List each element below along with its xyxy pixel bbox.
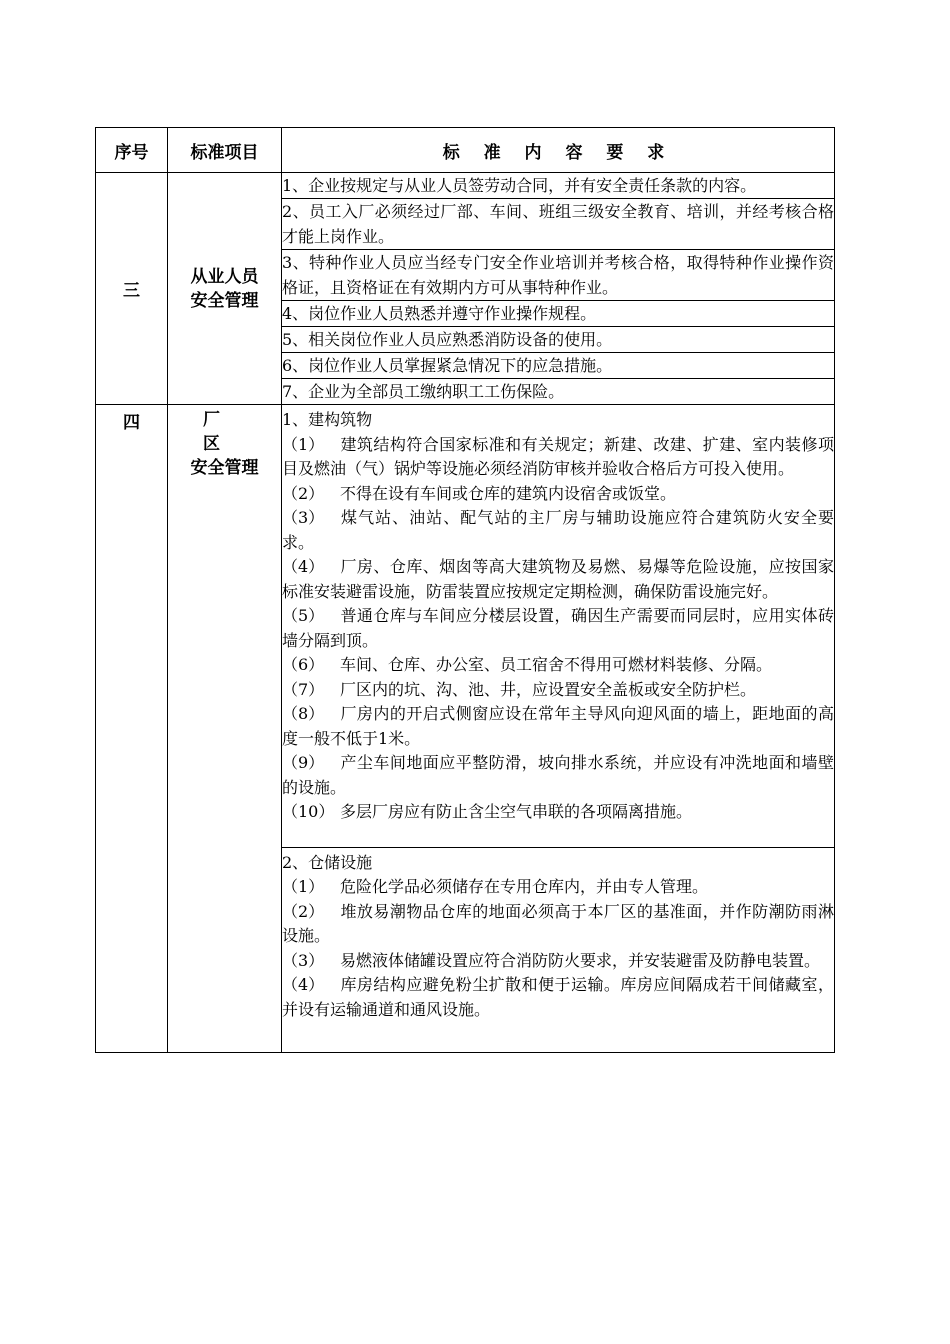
item-text: 厂区内的坑、沟、池、井，应设置安全盖板或安全防护栏。 [340,679,757,699]
item-number: （4） [282,975,325,994]
requirement-cell: 3、特种作业人员应当经专门安全作业培训并考核合格，取得特种作业操作资格证，且资格证在有效期内方可从事特种作业。 [282,250,835,301]
item-text: 厂房内的开启式侧窗应设在常年主导风向迎风面的墙上，距地面的高度一般不低于1米。 [282,704,834,748]
item-number: （4） [282,557,325,576]
requirement-cell: 7、企业为全部员工缴纳职工工伤保险。 [282,379,835,405]
header-seq: 序号 [96,128,168,173]
requirement-item [282,433,834,482]
item-text: 煤气站、油站、配气站的主厂房与辅助设施应符合建筑防火安全要求。 [282,508,834,552]
item-number: （1） [282,877,325,896]
item-number: （6） [282,655,325,674]
requirement-cell: 6、岗位作业人员掌握紧急情况下的应急措施。 [282,353,835,379]
item-text: 车间、仓库、办公室、员工宿舍不得用可燃材料装修、分隔。 [340,655,773,674]
section3-seq: 三 [96,173,168,405]
item-number: （2） [282,483,325,503]
requirement-item [282,506,834,555]
requirement-item [282,555,834,604]
item-text: 厂房、仓库、烟囱等高大建筑物及易燃、易爆等危险设施，应按国家标准安装避雷设施，防雷装置应按规定定期检测，确保防雷设施完好。 [282,557,834,601]
requirement-item [282,702,834,751]
requirement-item [282,973,834,1022]
block-items [282,875,834,1022]
requirement-item [282,751,834,800]
section3-item-line2: 安全管理 [190,290,259,311]
section3-item [168,173,282,405]
requirement-cell: 1、企业按规定与从业人员签劳动合同，并有安全责任条款的内容。 [282,173,835,199]
requirement-item [282,604,834,653]
item-number: （3） [282,508,325,527]
requirement-item [282,653,834,678]
item-text: 不得在设有车间或仓库的建筑内设宿舍或饭堂。 [340,483,677,503]
header-row [96,128,835,173]
standards-table [95,127,835,1053]
item-number: （7） [282,679,325,699]
section4-seq: 四 [96,405,168,1053]
building-requirements-cell [282,405,835,848]
item-text: 危险化学品必须储存在专用仓库内，并由专人管理。 [340,877,709,896]
item-number: （1） [282,434,325,454]
header-requirement: 标 准 内 容 要 求 [282,128,835,173]
item-text: 易燃液体储罐设置应符合消防防火要求，并安装避雷及防静电装置。 [340,950,821,970]
item-number: （9） [282,753,325,772]
item-number: （5） [282,606,325,625]
item-number: （10） [282,802,335,821]
section4-row-1 [96,405,835,848]
item-text: 堆放易潮物品仓库的地面必须高于本厂区的基准面，并作防潮防雨淋设施。 [282,901,834,945]
requirement-item [282,678,834,703]
requirement-item [282,800,834,825]
requirement-item [282,482,834,507]
section4-item [168,405,282,1053]
section3-item-line1: 从业人员 [190,266,259,287]
item-text: 库房结构应避免粉尘扩散和便于运输。库房应间隔成若干间储藏室，并设有运输通道和通风设施。 [282,975,834,1019]
requirement-item [282,875,834,900]
section4-item-line1: 厂 区 [203,410,246,454]
requirement-cell: 2、员工入厂必须经过厂部、车间、班组三级安全教育、培训，并经考核合格才能上岗作业。 [282,199,835,250]
requirement-item [282,900,834,949]
block-items [282,433,834,825]
item-text: 建筑结构符合国家标准和有关规定；新建、改建、扩建、室内装修项目及燃油（气）锅炉等设施必须经消防审核并验收合格后方可投入使用。 [282,434,834,478]
requirement-item [282,949,834,974]
requirement-cell: 5、相关岗位作业人员应熟悉消防设备的使用。 [282,327,835,353]
item-text: 普通仓库与车间应分楼层设置，确因生产需要而同层时，应用实体砖墙分隔到顶。 [282,606,834,650]
requirement-cell: 4、岗位作业人员熟悉并遵守作业操作规程。 [282,301,835,327]
section3-row-1 [96,173,835,199]
section4-item-line2: 安全管理 [190,458,259,478]
block-title: 1、建构筑物 [282,410,373,429]
block-title: 2、仓储设施 [282,852,373,872]
item-number: （8） [282,704,325,723]
item-text: 产尘车间地面应平整防滑，坡向排水系统，并应设有冲洗地面和墙壁的设施。 [282,753,834,797]
item-text: 多层厂房应有防止含尘空气串联的各项隔离措施。 [340,802,693,821]
item-number: （2） [282,901,325,921]
item-number: （3） [282,950,325,970]
header-item: 标准项目 [168,128,282,173]
storage-requirements-cell [282,847,835,1053]
